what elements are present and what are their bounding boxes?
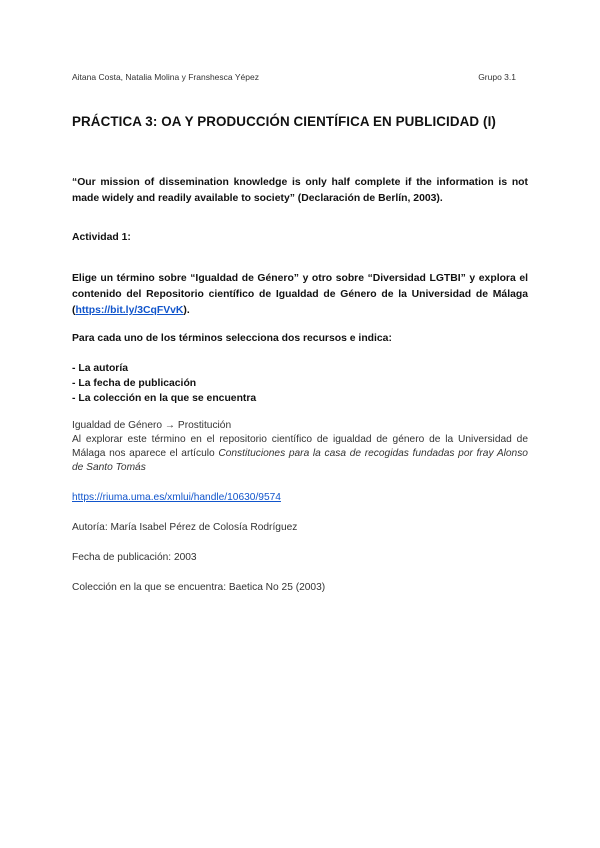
- header-group: Grupo 3.1: [478, 72, 516, 82]
- prompt-text-end: ).: [183, 305, 190, 316]
- instruction-text: Para cada uno de los términos selecciona dos recursos e indica:: [72, 333, 392, 344]
- list-item: - La fecha de publicación: [72, 378, 197, 389]
- term-body: [72, 433, 528, 475]
- term-section: [72, 419, 528, 475]
- activity-heading: Actividad 1:: [72, 232, 131, 243]
- page-title: PRÁCTICA 3: OA Y PRODUCCIÓN CIENTÍFICA EN PUBLICIDAD (I): [72, 114, 496, 129]
- repository-link[interactable]: https://bit.ly/3CqFVvK: [75, 305, 184, 316]
- collection-line: Colección en la que se encuentra: Baetica No 25 (2003): [72, 582, 326, 593]
- requirements-list: [72, 361, 528, 406]
- author-line: Autoría: María Isabel Pérez de Colosía Rodríguez: [72, 522, 298, 533]
- berlin-quote: “Our mission of dissemination knowledge is only half complete if the information is not made widely and readily available to society” (Declaración de Berlín, 2003).: [72, 177, 528, 204]
- date-line: Fecha de publicación: 2003: [72, 552, 197, 563]
- article-title: Constituciones para la casa de recogidas fundadas por fray Alonso de Santo Tomás: [72, 448, 528, 473]
- term-body-text: Al explorar este término en el repositorio científico de igualdad de género de la Universidad de Málaga nos aparece el artículo: [72, 434, 528, 459]
- activity-prompt: [72, 271, 528, 319]
- term-heading: Igualdad de Género → Prostitución: [72, 420, 232, 431]
- header-authors: Aitana Costa, Natalia Molina y Franshesca Yépez: [72, 72, 259, 82]
- prompt-text: Elige un término sobre “Igualdad de Género” y otro sobre “Diversidad LGTBI” y explora el contenido del Repositorio científico de Igualdad de Género de la Universidad de Málaga (: [72, 273, 528, 316]
- resource-url-line: [72, 491, 528, 505]
- list-item: - La autoría: [72, 363, 129, 374]
- resource-url-link[interactable]: https://riuma.uma.es/xmlui/handle/10630/9574: [72, 492, 281, 503]
- list-item: - La colección en la que se encuentra: [72, 393, 257, 404]
- page-header: [72, 72, 528, 82]
